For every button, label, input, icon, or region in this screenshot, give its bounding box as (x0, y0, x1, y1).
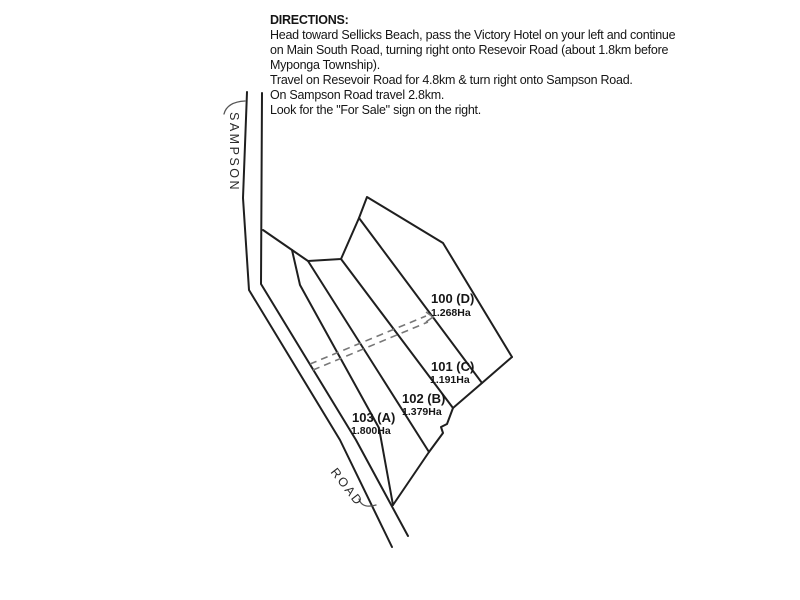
lot-101-area-label: 1.191Ha (430, 374, 470, 386)
lot-100-area-label: 1.268Ha (431, 307, 471, 319)
sampson-road-word-label: ROAD (327, 465, 366, 509)
directions-line: On Sampson Road travel 2.8km. (270, 88, 445, 102)
lot-102-label: 102 (B) (402, 391, 446, 406)
lot-103-area-label: 1.800Ha (351, 425, 391, 437)
directions-line: Head toward Sellicks Beach, pass the Victory Hotel on your left and continue (270, 28, 676, 42)
parcel-west-boundary (292, 250, 396, 505)
lot-102-area-label: 1.379Ha (402, 406, 442, 418)
directions-line: Travel on Resevoir Road for 4.8km & turn right onto Sampson Road. (270, 73, 633, 87)
lot-100-label: 100 (D) (431, 291, 475, 306)
road-left-edge (243, 92, 392, 547)
parcel-north-boundary (263, 197, 512, 357)
directions-line: Myponga Township). (270, 58, 380, 72)
directions-heading: DIRECTIONS: (270, 13, 349, 27)
lot-101-label: 101 (C) (431, 359, 475, 374)
track-dashed-line-lower (313, 322, 428, 370)
lot-103-label: 103 (A) (352, 410, 396, 425)
directions-line: Look for the "For Sale" sign on the right. (270, 103, 481, 117)
directions-line: on Main South Road, turning right onto Resevoir Road (about 1.8km before (270, 43, 669, 57)
sampson-road-name-label: SAMPSON (227, 112, 241, 193)
